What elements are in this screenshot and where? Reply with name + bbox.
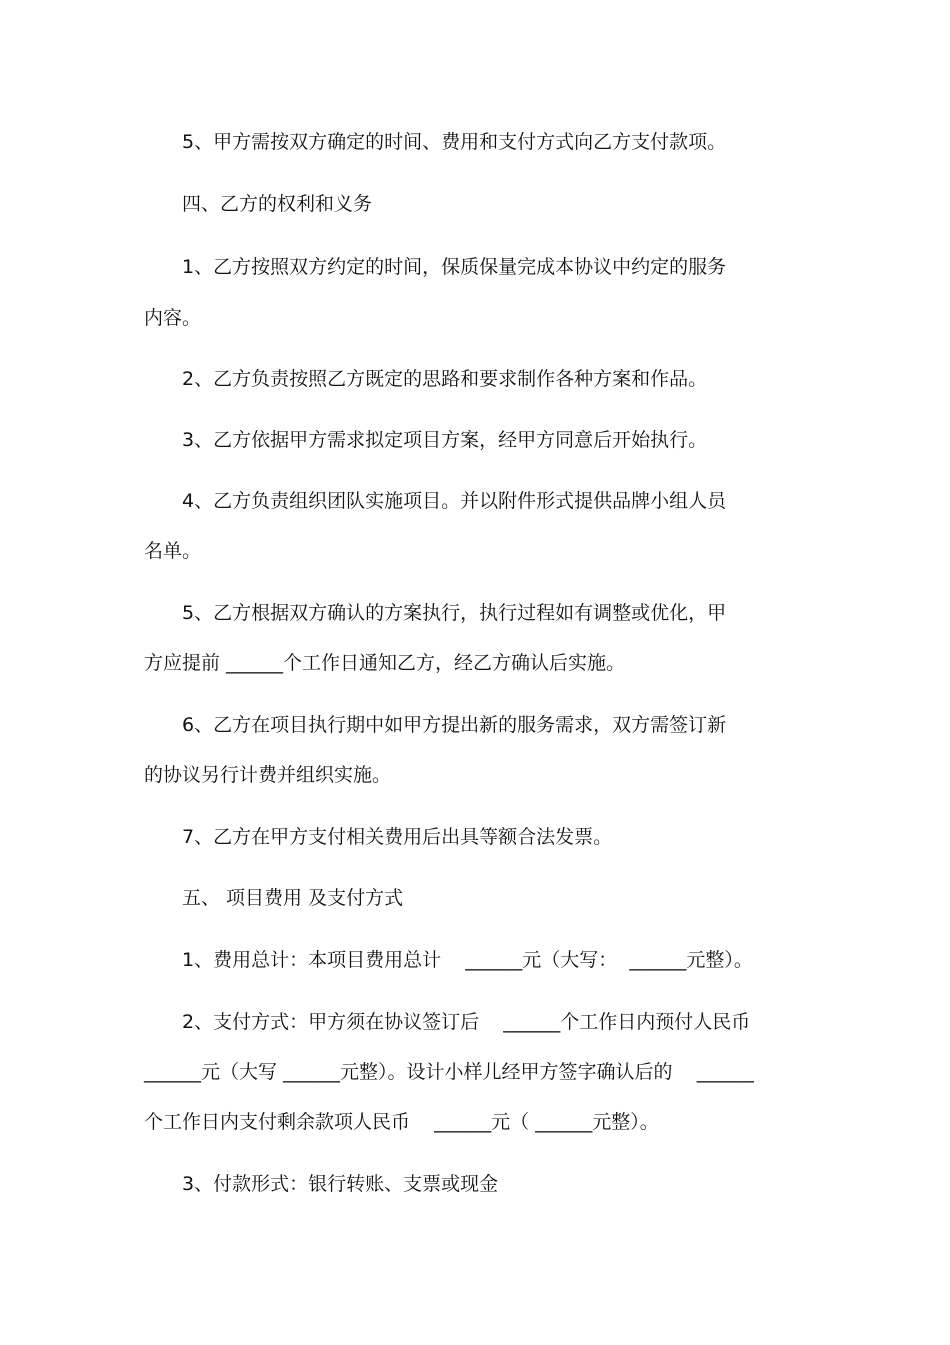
clause-c2-line2: ______元（大写 ______元整）。设计小样儿经甲方签字确认后的 ______	[144, 1061, 754, 1083]
clause-b6-line2: 的协议另行计费并组织实施。	[144, 764, 392, 786]
clause-c1: 1、费用总计：本项目费用总计 ______元（大写： ______元整）。	[182, 949, 753, 971]
clause-b1-line2: 内容。	[144, 307, 202, 329]
section-heading-4: 四、乙方的权利和义务	[182, 193, 373, 215]
clause-b1-line1: 1、乙方按照双方约定的时间，保质保量完成本协议中约定的服务	[182, 256, 727, 278]
clause-c2-line1: 2、支付方式：甲方须在协议签订后 ______个工作日内预付人民币	[182, 1011, 751, 1033]
clause-b7: 7、乙方在甲方支付相关费用后出具等额合法发票。	[182, 826, 613, 848]
section-heading-5: 五、 项目费用 及支付方式	[182, 887, 404, 909]
clause-a5-payment: 5、甲方需按双方确定的时间、费用和支付方式向乙方支付款项。	[182, 131, 727, 153]
clause-c3: 3、付款形式：银行转账、支票或现金	[182, 1173, 499, 1195]
clause-b4-line1: 4、乙方负责组织团队实施项目。并以附件形式提供品牌小组人员	[182, 490, 727, 512]
clause-b5-line2: 方应提前 ______个工作日通知乙方，经乙方确认后实施。	[144, 652, 626, 674]
clause-b2: 2、乙方负责按照乙方既定的思路和要求制作各种方案和作品。	[182, 368, 708, 390]
clause-b3: 3、乙方依据甲方需求拟定项目方案，经甲方同意后开始执行。	[182, 429, 708, 451]
clause-b5-line1: 5、乙方根据双方确认的方案执行，执行过程如有调整或优化，甲	[182, 602, 727, 624]
clause-b6-line1: 6、乙方在项目执行期中如甲方提出新的服务需求，双方需签订新	[182, 714, 727, 736]
clause-b4-line2: 名单。	[144, 540, 202, 562]
clause-c2-line3: 个工作日内支付剩余款项人民币 ______元（ ______元整）。	[144, 1111, 659, 1133]
